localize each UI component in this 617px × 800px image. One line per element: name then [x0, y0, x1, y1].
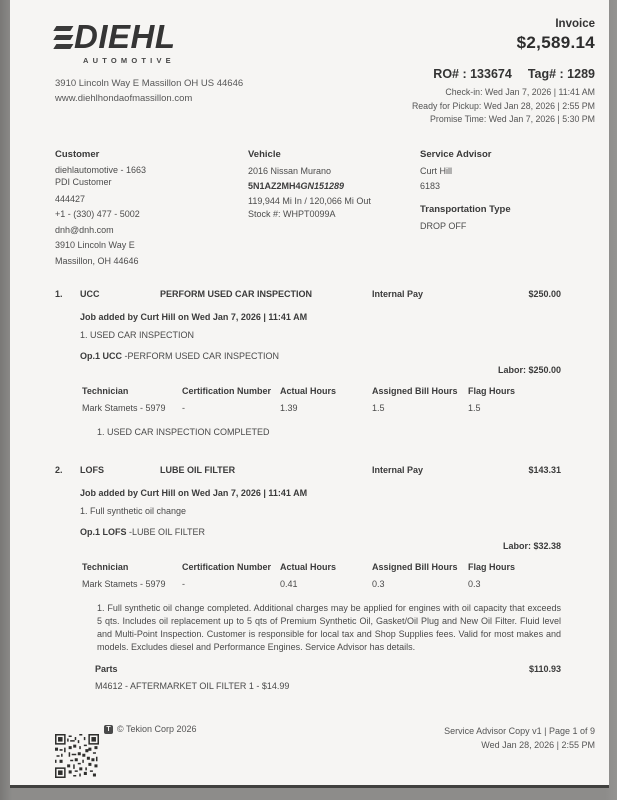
- technician-table-header: [82, 386, 561, 396]
- job-pay-type: Internal Pay: [372, 289, 424, 299]
- job-description: PERFORM USED CAR INSPECTION: [160, 289, 313, 299]
- ro-number: RO# : 133674: [433, 67, 512, 81]
- logo-speed-stripes-icon: [55, 24, 72, 51]
- check-in-time: Check-in: Wed Jan 7, 2026 | 11:41 AM: [445, 87, 595, 97]
- job-concern: 1. USED CAR INSPECTION: [80, 330, 195, 340]
- customer-address-line2: Massillon, OH 44646: [55, 255, 139, 266]
- service-advisor-title: Service Advisor: [420, 148, 492, 160]
- page-footer: [55, 724, 595, 779]
- certification-number: -: [182, 579, 185, 589]
- job-labor-total: Labor: $250.00: [497, 365, 561, 375]
- parts-detail-line: M4612 - AFTERMARKET OIL FILTER 1 - $14.99: [95, 681, 290, 691]
- jobs-section: [55, 289, 595, 691]
- job-header: [55, 465, 561, 475]
- job-operation-line: [80, 527, 561, 537]
- logo-tagline: AUTOMOTIVE: [83, 56, 175, 65]
- technician-name: Mark Stamets - 5979: [82, 403, 166, 413]
- vehicle-stock-number: Stock #: WHPT0099A: [248, 209, 336, 219]
- timing-lines: [412, 86, 595, 127]
- actual-hours: 0.41: [280, 579, 298, 589]
- vehicle-title: Vehicle: [248, 148, 281, 160]
- col-assigned-bill-hours: Assigned Bill Hours: [372, 386, 458, 396]
- job-completion-note: 1. USED CAR INSPECTION COMPLETED: [97, 427, 270, 437]
- transportation-type-value: DROP OFF: [420, 220, 467, 231]
- invoice-total: $2,589.14: [516, 33, 595, 52]
- job-number: 2.: [55, 465, 63, 475]
- customer-name: [55, 164, 248, 189]
- col-actual-hours: Actual Hours: [280, 386, 337, 396]
- service-advisor-info: [420, 149, 595, 270]
- job-header: [55, 289, 561, 299]
- customer-name-line1: diehlautomotive - 1663: [55, 164, 147, 175]
- vehicle-mileage: 119,944 Mi In / 120,066 Mi Out: [248, 195, 371, 206]
- parts-amount: $110.93: [528, 664, 561, 674]
- technician-table: [82, 562, 561, 589]
- transportation-type-title: Transportation Type: [420, 203, 511, 215]
- certification-number: -: [182, 403, 185, 413]
- technician-table-header: [82, 562, 561, 572]
- tag-number: Tag# : 1289: [527, 67, 595, 81]
- job-description: LUBE OIL FILTER: [160, 465, 236, 475]
- assigned-bill-hours: 0.3: [372, 579, 385, 589]
- technician-name: Mark Stamets - 5979: [82, 579, 166, 589]
- vin-prefix: 5N1AZ2MH4: [248, 181, 301, 191]
- job-opcode: LOFS: [80, 465, 104, 475]
- job-number: 1.: [55, 289, 63, 299]
- flag-hours: 1.5: [468, 403, 481, 413]
- dealer-brand: [55, 14, 243, 127]
- col-flag-hours: Flag Hours: [468, 386, 516, 396]
- footer-left: [55, 724, 197, 779]
- job-operation-desc: -PERFORM USED CAR INSPECTION: [122, 351, 280, 361]
- job-amount: $143.31: [528, 465, 561, 475]
- job-line-item-2: [55, 465, 561, 691]
- vin-suffix: GN151289: [300, 181, 345, 191]
- col-technician: Technician: [82, 386, 129, 396]
- customer-address-line1: 3910 Lincoln Way E: [55, 240, 135, 250]
- customer-name-line2: PDI Customer: [55, 177, 112, 187]
- col-certification-number: Certification Number: [182, 386, 272, 396]
- job-operation-line: [80, 351, 561, 361]
- actual-hours: 1.39: [280, 403, 298, 413]
- job-operation-code: Op.1 LOFS: [80, 527, 127, 537]
- invoice-meta: [412, 14, 595, 127]
- job-line-item-1: [55, 289, 561, 439]
- logo-text: DIEHL: [74, 18, 176, 55]
- printed-timestamp: Wed Jan 28, 2026 | 2:55 PM: [481, 740, 595, 750]
- customer-phone: +1 - (330) 477 - 5002: [55, 209, 140, 219]
- customer-id: 444427: [55, 193, 86, 204]
- info-section: [55, 149, 595, 270]
- vehicle-info: [248, 149, 420, 270]
- qr-code: [55, 733, 99, 779]
- job-labor-total: Labor: $32.38: [502, 541, 561, 551]
- job-amount: $250.00: [528, 289, 561, 299]
- header: [55, 14, 595, 127]
- job-added-by: Job added by Curt Hill on Wed Jan 7, 2026 | 11:41 AM: [80, 488, 308, 498]
- job-opcode: UCC: [80, 289, 100, 299]
- job-concern: 1. Full synthetic oil change: [80, 506, 187, 516]
- flag-hours: 0.3: [468, 579, 481, 589]
- vehicle-vin: [248, 179, 420, 195]
- customer-title: Customer: [55, 148, 100, 160]
- parts-label: Parts: [95, 664, 118, 674]
- dealer-address: 3910 Lincoln Way E Massillon OH US 44646: [55, 78, 244, 89]
- service-advisor-id: 6183: [420, 181, 441, 191]
- col-flag-hours: Flag Hours: [468, 562, 516, 572]
- technician-table-row: [82, 579, 561, 589]
- job-added-by: Job added by Curt Hill on Wed Jan 7, 2026 | 11:41 AM: [80, 312, 308, 322]
- col-certification-number: Certification Number: [182, 562, 272, 572]
- job-details: [80, 312, 561, 375]
- invoice-page: [10, 0, 609, 785]
- assigned-bill-hours: 1.5: [372, 403, 385, 413]
- job-details: [80, 488, 561, 551]
- invoice-label: Invoice: [555, 18, 595, 30]
- diehl-logo: [55, 20, 243, 54]
- job-operation-desc: -LUBE OIL FILTER: [126, 527, 206, 537]
- col-assigned-bill-hours: Assigned Bill Hours: [372, 562, 458, 572]
- footer-right: [444, 724, 595, 752]
- technician-table-row: [82, 403, 561, 413]
- technician-table: [82, 386, 561, 413]
- vehicle-model: 2016 Nissan Murano: [248, 165, 332, 176]
- service-advisor-name: Curt Hill: [420, 165, 453, 176]
- copyright-line: [104, 724, 197, 734]
- col-technician: Technician: [82, 562, 129, 572]
- job-pay-type: Internal Pay: [372, 465, 424, 475]
- dealer-website: www.diehlhondaofmassillon.com: [55, 92, 193, 104]
- job-operation-code: Op.1 UCC: [80, 351, 123, 361]
- parts-summary: [95, 664, 561, 674]
- tekion-logo-icon: T: [104, 725, 113, 734]
- customer-info: [55, 149, 248, 270]
- ro-tag-line: [412, 67, 595, 81]
- copy-page-info: Service Advisor Copy v1 | Page 1 of 9: [444, 726, 595, 736]
- customer-email: dnh@dnh.com: [55, 224, 114, 235]
- dealer-contact: [55, 77, 243, 106]
- job-completion-note: 1. Full synthetic oil change completed. Additional charges may be applied for engines with oil capacity that exceeds 5 qts. Includes oil replacement up to 5 qts of Premium Synthetic Oil, Gasket/Oil Plug and New Oil Filter. Fluid level and Multi-Point Inspection. Customer is responsible for local tax and Shop Supplies fees. Valid for most makes and models. Excludes diesel and Performance Engines. Service Advisor has details.: [97, 603, 561, 652]
- col-actual-hours: Actual Hours: [280, 562, 337, 572]
- copyright-text: © Tekion Corp 2026: [117, 724, 197, 734]
- ready-for-pickup-time: Ready for Pickup: Wed Jan 28, 2026 | 2:55 PM: [411, 100, 595, 111]
- promise-time: Promise Time: Wed Jan 7, 2026 | 5:30 PM: [430, 114, 595, 124]
